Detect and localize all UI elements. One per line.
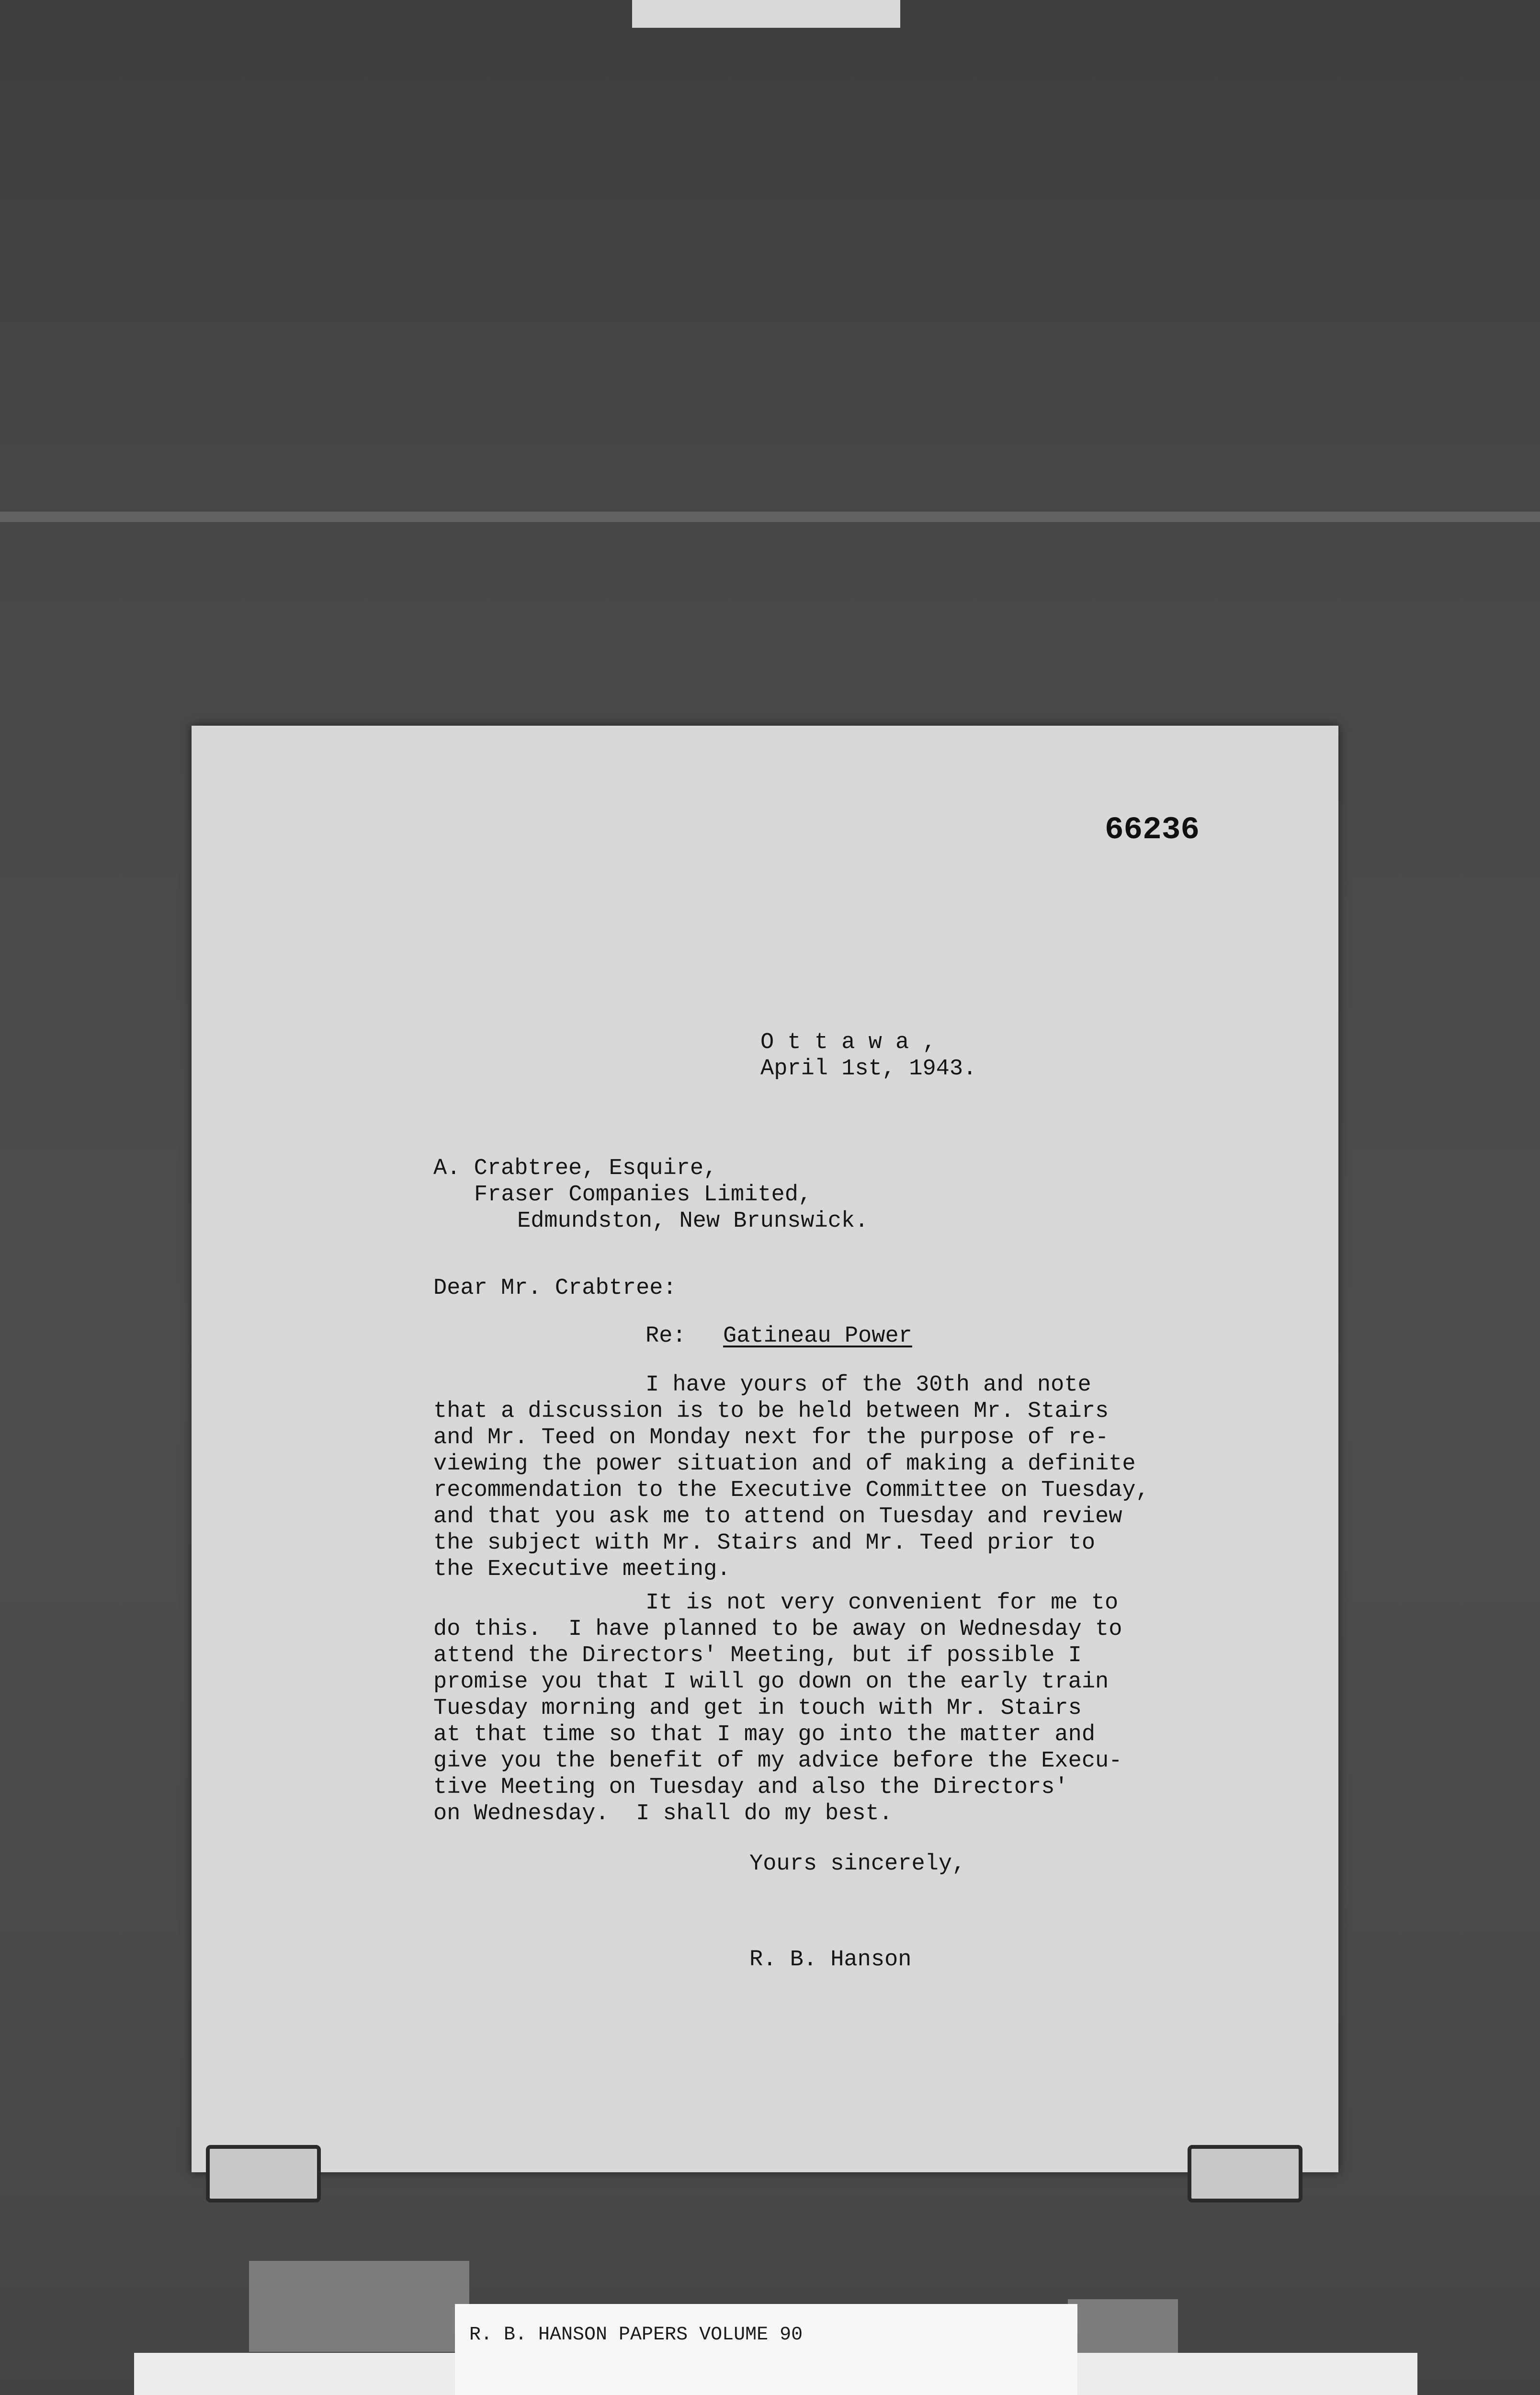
salutation: Dear Mr. Crabtree: <box>433 1276 677 1301</box>
recipient-line: Edmundston, New Brunswick. <box>517 1209 869 1234</box>
letter-date: April 1st, 1943. <box>760 1056 977 1082</box>
volume-label: R. B. HANSON PAPERS VOLUME 90 <box>469 2324 803 2346</box>
paragraph-line: and Mr. Teed on Monday next for the purpose of re- <box>433 1425 1109 1450</box>
paragraph-line: the subject with Mr. Stairs and Mr. Teed prior to <box>433 1530 1096 1556</box>
paragraph-line: that a discussion is to be held between Mr. Stairs <box>433 1399 1109 1424</box>
paragraph-line: and that you ask me to attend on Tuesday and review <box>433 1504 1122 1529</box>
closing: Yours sincerely, <box>749 1851 966 1877</box>
right-clip <box>1188 2145 1302 2202</box>
document-number: 66236 <box>1104 812 1200 848</box>
letter-page <box>192 726 1338 2172</box>
signature: R. B. Hanson <box>749 1947 912 1973</box>
volume-strip <box>455 2304 1077 2395</box>
paragraph-line: viewing the power situation and of making a definite <box>433 1451 1136 1477</box>
paragraph-line: tive Meeting on Tuesday and also the Directors' <box>433 1775 1068 1800</box>
top-tab <box>632 0 900 28</box>
left-clip <box>206 2145 321 2202</box>
tape-piece <box>249 2261 469 2352</box>
paragraph-line: the Executive meeting. <box>433 1557 731 1582</box>
re-label: Re: <box>645 1323 686 1349</box>
paragraph-line: give you the benefit of my advice before the Execu- <box>433 1748 1122 1774</box>
recipient-line: Fraser Companies Limited, <box>474 1182 812 1208</box>
recipient-line: A. Crabtree, Esquire, <box>433 1156 717 1181</box>
re-subject: Gatineau Power <box>723 1323 912 1349</box>
paragraph-line: at that time so that I may go into the matter and <box>433 1722 1096 1747</box>
paragraph-line: I have yours of the 30th and note <box>645 1372 1091 1398</box>
paragraph-line: on Wednesday. I shall do my best. <box>433 1801 893 1826</box>
paragraph-line: attend the Directors' Meeting, but if possible I <box>433 1643 1082 1668</box>
paragraph-line: recommendation to the Executive Committee on Tuesday, <box>433 1478 1149 1503</box>
paragraph-line: do this. I have planned to be away on Wednesday to <box>433 1617 1122 1642</box>
paragraph-line: Tuesday morning and get in touch with Mr. Stairs <box>433 1696 1082 1721</box>
board-seam <box>0 512 1540 522</box>
letter-place: O t t a w a , <box>760 1030 936 1055</box>
paragraph-line: It is not very convenient for me to <box>645 1590 1119 1616</box>
paragraph-line: promise you that I will go down on the early train <box>433 1669 1109 1695</box>
